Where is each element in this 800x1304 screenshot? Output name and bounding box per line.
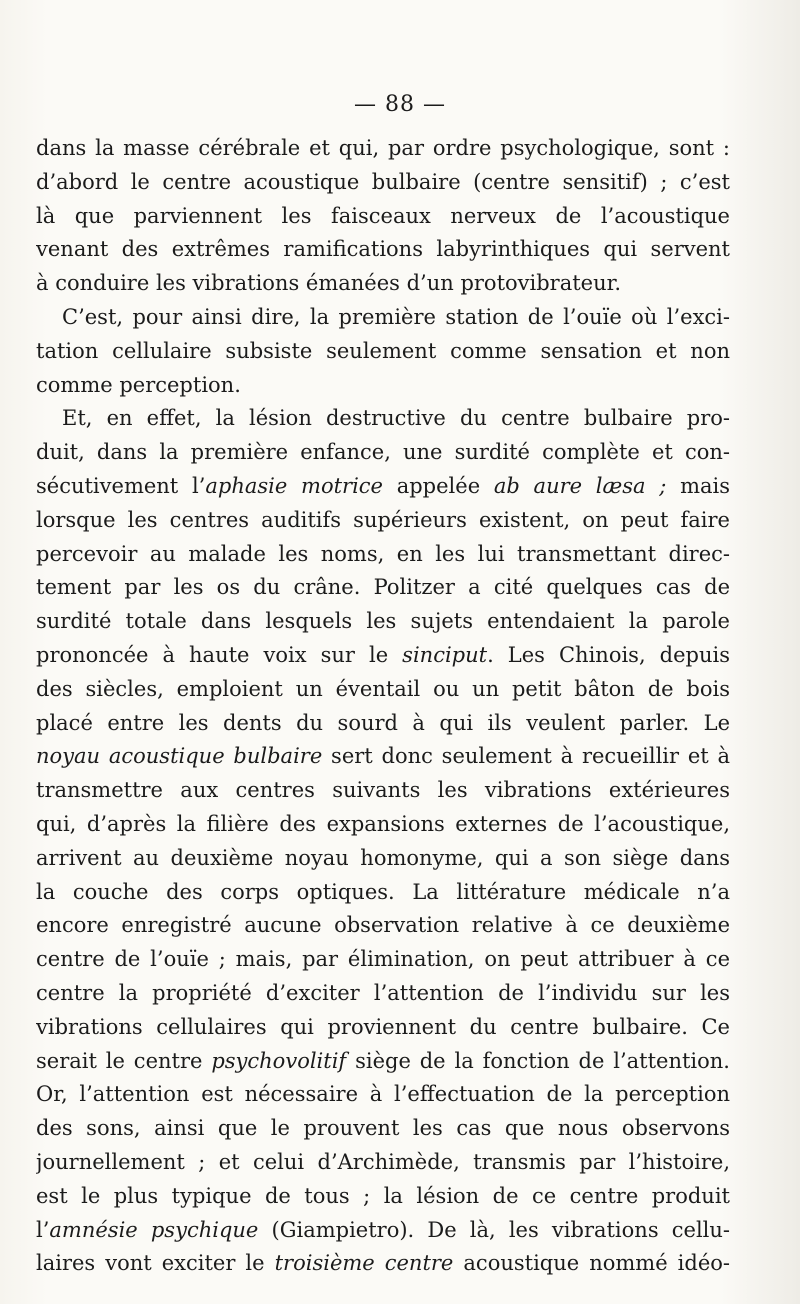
text-segment: venant des extrêmes ramifications labyrinthiques qui servent (36, 237, 730, 262)
text-line (36, 774, 730, 808)
italic-text: noyau acoustique bulbaire (36, 744, 323, 769)
text-segment: des siècles, emploient un éventail ou un petit bâton de bois (36, 676, 730, 701)
text-line (36, 233, 730, 267)
text-segment: sert donc seulement à recueillir et à (322, 744, 730, 769)
text-line (36, 571, 730, 605)
text-line (36, 1214, 730, 1248)
text-line (36, 842, 730, 876)
italic-text: troisième centre (274, 1251, 454, 1276)
text-segment: à conduire les vibrations émanées d’un protovibrateur. (36, 271, 622, 296)
text-line (36, 605, 730, 639)
page-number: — 88 — (354, 92, 446, 117)
italic-text: ab aure læsa ; (493, 473, 667, 498)
text-segment: C’est, pour ainsi dire, la première station de l’ouïe où l’exci- (62, 304, 730, 329)
text-segment: des sons, ainsi que le prouvent les cas que nous observons (36, 1116, 730, 1141)
text-segment: serait le centre (36, 1048, 212, 1073)
text-segment: placé entre les dents du sourd à qui ils veulent parler. Le (36, 710, 730, 735)
text-segment: dans la masse cérébrale et qui, par ordre psychologique, sont : (36, 136, 730, 160)
text-segment: tation cellulaire subsiste seulement comme sensation et non (36, 338, 730, 363)
text-line (36, 436, 730, 470)
text-line (36, 707, 730, 741)
italic-text: sinciput (402, 642, 488, 667)
body-text (36, 132, 730, 1281)
text-line (36, 808, 730, 842)
text-line (36, 504, 730, 538)
text-segment: la couche des corps optiques. La littérature médicale n’a (36, 879, 730, 904)
italic-text: psychovolitif (211, 1048, 347, 1073)
text-line (36, 1180, 730, 1214)
text-line (36, 909, 730, 943)
text-segment: journellement ; et celui d’Archimède, transmis par l’histoire, (36, 1149, 730, 1174)
text-line (36, 200, 730, 234)
text-line (36, 876, 730, 910)
text-line (36, 977, 730, 1011)
text-line (36, 402, 730, 436)
text-segment: qui, d’après la filière des expansions externes de l’acoustique, (36, 811, 730, 836)
text-line (36, 943, 730, 977)
text-segment: tement par les os du crâne. Politzer a cité quelques cas de (36, 575, 730, 600)
text-segment: siège de la fonction de l’attention. (346, 1048, 730, 1073)
text-line (36, 740, 730, 774)
text-segment: Or, l’attention est nécessaire à l’effectuation de la perception (36, 1082, 730, 1107)
text-segment: comme perception. (36, 372, 241, 397)
text-segment: vibrations cellulaires qui proviennent du centre bulbaire. Ce (36, 1014, 730, 1039)
text-segment: lorsque les centres auditifs supérieurs existent, on peut faire (36, 507, 730, 532)
text-line (36, 538, 730, 572)
text-segment: surdité totale dans lesquels les sujets entendaient la parole (36, 609, 730, 634)
text-segment: percevoir au malade les noms, en les lui transmettant direc- (36, 541, 730, 566)
text-line (36, 1045, 730, 1079)
text-segment: laires vont exciter le (36, 1251, 275, 1276)
text-line (36, 301, 730, 335)
text-segment: encore enregistré aucune observation relative à ce deuxième (36, 913, 730, 938)
text-line (36, 369, 730, 403)
text-segment: centre la propriété d’exciter l’attention de l’individu sur les (36, 980, 730, 1005)
text-line (36, 267, 730, 301)
text-line (36, 1078, 730, 1112)
text-segment: centre de l’ouïe ; mais, par élimination, on peut attribuer à ce (36, 947, 730, 972)
text-line (36, 1011, 730, 1045)
text-line (36, 639, 730, 673)
text-segment: mais (666, 473, 730, 498)
text-segment: est le plus typique de tous ; la lésion de ce centre produit (36, 1183, 730, 1208)
text-segment: prononcée à haute voix sur le (36, 642, 403, 667)
text-segment: acoustique nommé idéo- (453, 1251, 730, 1276)
text-segment: arrivent au deuxième noyau homonyme, qui a son siège dans (36, 845, 730, 870)
italic-text: amnésie psychique (49, 1217, 259, 1242)
text-line (36, 673, 730, 707)
text-line (36, 1247, 730, 1281)
text-segment: sécutivement l’ (36, 473, 206, 498)
text-segment: duit, dans la première enfance, une surdité complète et con- (36, 440, 730, 465)
text-segment: . Les Chinois, depuis (487, 642, 730, 667)
text-segment: l’ (36, 1217, 50, 1242)
text-segment: transmettre aux centres suivants les vibrations extérieures (36, 778, 730, 803)
text-segment: d’abord le centre acoustique bulbaire (centre sensitif) ; c’est (36, 169, 730, 194)
text-segment: (Giampietro). De là, les vibrations cellu- (258, 1217, 730, 1242)
text-line (36, 132, 730, 166)
italic-text: aphasie motrice (205, 473, 383, 498)
text-segment: appelée (382, 473, 494, 498)
text-line (36, 166, 730, 200)
text-line (36, 335, 730, 369)
text-segment: Et, en effet, la lésion destructive du centre bulbaire pro- (62, 406, 730, 431)
text-line (36, 1146, 730, 1180)
text-line (36, 470, 730, 504)
text-segment: là que parviennent les faisceaux nerveux de l’acoustique (36, 203, 730, 228)
text-line (36, 1112, 730, 1146)
